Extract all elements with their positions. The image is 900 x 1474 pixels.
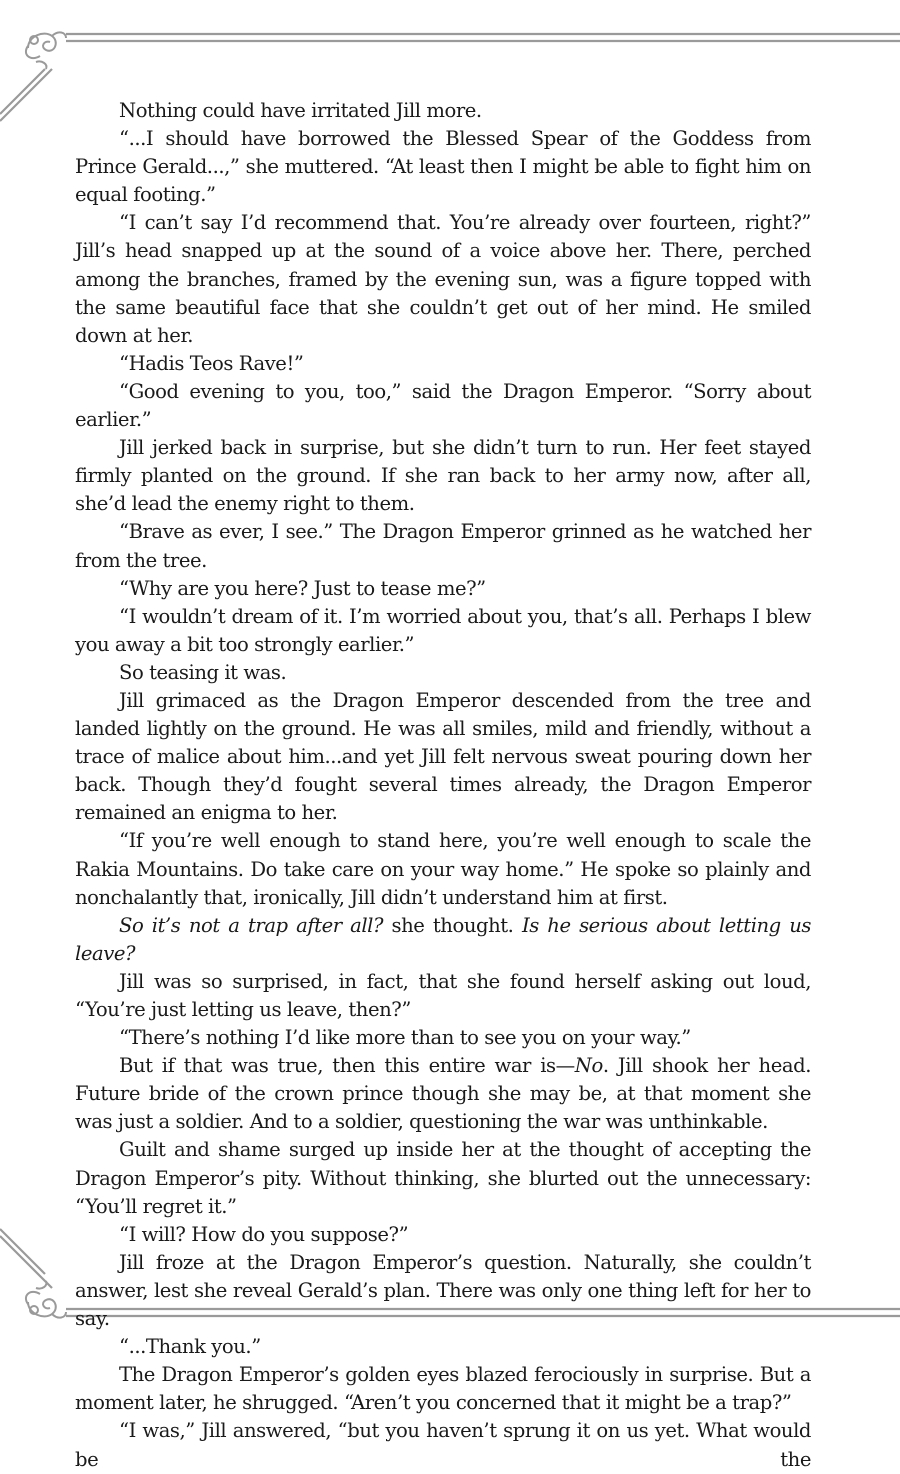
corner-flourish-icon [26, 1281, 66, 1318]
paragraph-text: “...I should have borrowed the Blessed Spear of the Goddess from Prince Gerald...,” she muttered. “At least then I might be able to fight him on equal footing.” [75, 127, 811, 207]
paragraph [75, 518, 811, 574]
paragraph [75, 827, 811, 911]
paragraph [75, 434, 811, 518]
paragraph-text: “I wouldn’t dream of it. I’m worried about you, that’s all. Perhaps I blew you away a bit too strongly earlier.” [75, 604, 811, 656]
paragraph-text: “If you’re well enough to stand here, you’re well enough to scale the Rakia Mountains. Do take care on your way home.” He spoke so plainly and nonchalantly that, ironically, Jill didn’t understand him at first. [75, 829, 811, 909]
paragraph [75, 687, 811, 827]
paragraph-text: Jill was so surprised, in fact, that she found herself asking out loud, “You’re just letting us leave, then?” [75, 969, 811, 1021]
italic-text: No [574, 1054, 603, 1078]
paragraph [75, 1361, 811, 1417]
paragraph-text: “Good evening to you, too,” said the Dragon Emperor. “Sorry about earlier.” [75, 379, 811, 432]
paragraph-text: “There’s nothing I’d like more than to see you on your way.” [119, 1026, 691, 1050]
paragraph [75, 968, 811, 1024]
paragraph-text: . Jill shook her head. Future bride of the crown prince though she may be, at that moment she was just a soldier. And to a soldier, questioning the war was unthinkable. [75, 1054, 811, 1134]
paragraph [75, 350, 811, 378]
paragraph-text: “I can’t say I’d recommend that. You’re already over fourteen, right?” Jill’s head snapped up at the sound of a voice above her. There, perched among the branches, framed by the evening sun, was a figure topped with the same beautiful face that she couldn’t get out of her mind. He smiled down at her. [75, 211, 811, 347]
paragraph [75, 1136, 811, 1220]
paragraph [75, 1024, 811, 1052]
paragraph-text: “Hadis Teos Rave!” [119, 351, 304, 375]
paragraph [75, 912, 811, 968]
paragraph-text: Jill froze at the Dragon Emperor’s question. Naturally, she couldn’t answer, lest she reveal Gerald’s plan. There was only one thing left for her to say. [75, 1250, 811, 1331]
paragraph [75, 659, 811, 687]
paragraph-text: Jill grimaced as the Dragon Emperor descended from the tree and landed lightly on the ground. He was all smiles, mild and friendly, without a trace of malice about him...and yet Jill felt nervous sweat pouring down her back. Though they’d fought several times already, the Dragon Emperor remained an enigma to her. [75, 688, 811, 825]
paragraph-text: “Brave as ever, I see.” The Dragon Emperor grinned as he watched her from the tree. [75, 520, 811, 572]
paragraph [75, 1417, 811, 1473]
paragraph-text: Guilt and shame surged up inside her at the thought of accepting the Dragon Emperor’s pity. Without thinking, she blurted out the unnecessary: “You’ll regret it.” [75, 1138, 811, 1218]
paragraph-text: So teasing it was. [119, 660, 287, 684]
corner-flourish-icon [26, 32, 66, 69]
paragraph-text: The Dragon Emperor’s golden eyes blazed ferociously in surprise. But a moment later, he shrugged. “Aren’t you concerned that it might be a trap?” [75, 1363, 811, 1415]
paragraph-text: “...Thank you.” [119, 1335, 261, 1359]
paragraph-text: Nothing could have irritated Jill more. [119, 99, 482, 122]
paragraph [75, 97, 811, 125]
paragraph [75, 575, 811, 603]
paragraph [75, 1333, 811, 1361]
paragraph [75, 1249, 811, 1333]
paragraph-text: “I will? How do you suppose?” [119, 1222, 409, 1246]
paragraph [75, 603, 811, 659]
paragraph [75, 209, 811, 349]
paragraph-text: “Why are you here? Just to tease me?” [119, 576, 486, 600]
body-text [75, 97, 811, 1474]
paragraph [75, 125, 811, 209]
paragraph-text: But if that was true, then this entire war is— [119, 1054, 575, 1078]
paragraph [75, 1221, 811, 1249]
paragraph-text: she thought. [383, 913, 522, 937]
italic-text: So it’s not a trap after all? [119, 913, 384, 937]
paragraph-text: Jill jerked back in surprise, but she didn’t turn to run. Her feet stayed firmly planted on the ground. If she ran back to her army now, after all, she’d lead the enemy right to them. [75, 436, 811, 516]
paragraph [75, 378, 811, 434]
italic-text: Is he serious about letting us leave? [75, 913, 812, 965]
paragraph [75, 1052, 811, 1136]
paragraph-text: “I was,” Jill answered, “but you haven’t sprung it on us yet. What would be the [75, 1419, 811, 1471]
